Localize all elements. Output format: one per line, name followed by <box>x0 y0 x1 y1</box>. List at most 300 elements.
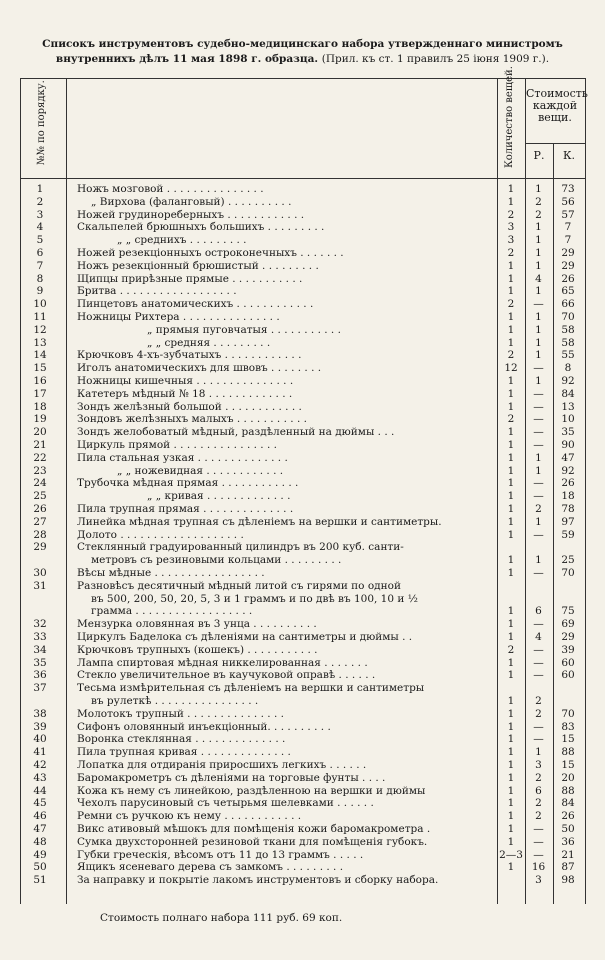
table-row <box>0 657 605 670</box>
item-name: Катетеръ мѣдный № 18 . . . . . . . . . . . . . <box>77 387 293 400</box>
table-row <box>0 733 605 746</box>
table-row <box>0 567 605 580</box>
item-quantity: 1 <box>507 477 515 490</box>
item-price-rub: 1 <box>535 221 542 234</box>
item-name: Иголъ анатомическихъ для швовъ . . . . . . . . <box>77 362 322 375</box>
item-price-rub: — <box>533 567 544 579</box>
item-price-rub: 1 <box>535 311 542 323</box>
item-price-kop: 26 <box>561 477 575 490</box>
item-quantity: 1 <box>507 861 515 874</box>
item-price-kop: 26 <box>561 272 575 285</box>
table-row <box>0 618 605 631</box>
item-price-kop: 29 <box>561 631 575 643</box>
item-price-kop: 18 <box>561 490 575 503</box>
item-price-kop: 29 <box>561 247 575 259</box>
item-quantity: 1 <box>507 810 515 823</box>
item-price-kop: 25 <box>561 554 575 567</box>
item-quantity: 1 <box>507 528 515 541</box>
item-price-rub: 4 <box>535 272 542 285</box>
row-number: 24 <box>33 477 47 490</box>
row-number: 34 <box>33 643 47 656</box>
table-row <box>0 823 605 836</box>
item-quantity: 1 <box>507 669 515 682</box>
item-price-rub: 2 <box>535 503 542 515</box>
header-rub: Р. <box>533 149 545 162</box>
table-row <box>0 311 605 324</box>
item-quantity: 1 <box>507 707 515 720</box>
item-name: „ „ ножевидная . . . . . . . . . . . . <box>117 464 284 477</box>
item-price-rub: — <box>533 387 544 400</box>
item-price-kop: 26 <box>561 810 575 823</box>
item-price-rub: 3 <box>535 759 542 771</box>
item-price-kop: 55 <box>561 349 575 362</box>
item-quantity: 12 <box>504 362 518 375</box>
item-price-rub: 1 <box>535 349 542 362</box>
item-name: Долото . . . . . . . . . . . . . . . . . . . <box>77 528 244 541</box>
item-name: Тесьма измѣрительная съ дѣленіемъ на вершки и сантиметры <box>77 682 425 695</box>
row-number: 39 <box>33 720 47 733</box>
item-price-rub: — <box>533 643 544 656</box>
item-price-kop: 39 <box>561 643 575 656</box>
item-price-rub: 1 <box>535 323 542 336</box>
item-price-rub: 2 <box>535 695 542 707</box>
item-price-rub: 1 <box>535 336 542 349</box>
item-quantity: 1 <box>507 503 515 515</box>
table-row <box>0 209 605 222</box>
item-price-kop: 88 <box>561 784 575 797</box>
item-price-kop: 47 <box>561 451 575 464</box>
item-name: Трубочка мѣдная прямая . . . . . . . . . . . . <box>77 477 299 490</box>
item-price-rub: — <box>533 823 544 835</box>
item-name: въ 500, 200, 50, 20, 5, 3 и 1 граммъ и по двѣ въ 100, 10 и ½ <box>91 592 418 605</box>
item-name: Зондъ желѣзный большой . . . . . . . . . . . . <box>77 400 302 413</box>
item-price-kop: 10 <box>561 413 575 426</box>
item-name: За направку и покрытіе лакомъ инструментовъ и сборку набора. <box>77 874 439 887</box>
row-number: 19 <box>33 413 47 426</box>
item-price-rub: — <box>533 733 544 746</box>
item-name: Щипцы прирѣзные прямые . . . . . . . . . . . <box>77 272 303 285</box>
table-row <box>0 375 605 388</box>
header-number: №№ по порядку. <box>36 80 47 165</box>
document-title-text: внутреннихъ дѣлъ 11 мая 1898 г. образца. <box>55 53 319 65</box>
item-price-kop: 58 <box>561 336 575 349</box>
table-row <box>0 682 605 695</box>
item-price-kop: 35 <box>561 426 575 439</box>
item-price-kop: 87 <box>561 861 575 874</box>
row-number: 20 <box>33 426 47 439</box>
row-number: 29 <box>33 541 47 554</box>
row-number: 49 <box>33 848 47 861</box>
item-quantity: 1 <box>507 733 515 746</box>
item-name: Скальпелей брюшныхъ большихъ . . . . . . . . . <box>77 221 325 234</box>
item-price-rub: — <box>533 477 544 490</box>
row-number: 16 <box>33 375 47 387</box>
item-name: Викс ативовый мѣшокъ для помѣщенія кожи баромакрометра . <box>77 823 431 835</box>
table-row <box>0 234 605 247</box>
table-row <box>0 759 605 772</box>
item-price-kop: 8 <box>564 362 572 375</box>
table-row <box>0 465 605 478</box>
item-price-kop: 70 <box>561 311 575 323</box>
item-quantity: 1 <box>507 336 515 349</box>
item-name: „ Вирхова (фаланговый) . . . . . . . . . . <box>91 195 292 208</box>
table-row <box>0 413 605 426</box>
table-row <box>0 285 605 298</box>
table-row <box>0 516 605 529</box>
item-name: метровъ съ резиновыми кольцами . . . . . . . . . <box>91 554 342 567</box>
row-number: 32 <box>33 618 47 631</box>
item-name: Зондовъ желѣзныхъ малыхъ . . . . . . . . . . . <box>77 413 307 426</box>
item-price-rub: — <box>533 362 544 375</box>
header-kop: К. <box>562 149 575 162</box>
item-quantity: 1 <box>507 554 515 567</box>
row-number: 31 <box>33 579 47 592</box>
item-quantity: 1 <box>507 567 515 579</box>
row-number: 38 <box>33 707 47 720</box>
table-row <box>0 644 605 657</box>
item-price-rub: 2 <box>535 771 542 784</box>
table-row <box>0 746 605 759</box>
header-cost: Стоимость каждой вещи. <box>526 87 588 124</box>
item-price-rub: 1 <box>535 554 542 567</box>
item-price-rub: — <box>533 528 544 541</box>
item-price-rub: 1 <box>535 183 542 195</box>
row-number: 50 <box>33 861 47 874</box>
item-name: Кожа къ нему съ линейкою, раздѣленною на вершки и дюймы <box>77 784 426 797</box>
item-quantity: 1 <box>507 272 515 285</box>
total-cost: Стоимость полнаго набора 111 руб. 69 коп. <box>100 912 343 924</box>
row-number: 33 <box>33 631 47 643</box>
item-name: Ножей резекціонныхъ остроконечныхъ . . . . . . . <box>77 247 344 259</box>
table-row <box>0 631 605 644</box>
row-number: 15 <box>33 362 47 375</box>
row-number: 2 <box>36 195 44 208</box>
item-name: Ножницы кишечныя . . . . . . . . . . . . . . . <box>77 375 294 387</box>
item-price-kop: 7 <box>564 221 572 234</box>
document-title-line-1: Списокъ инструментовъ судебно-медицинскаго набора утвержденнаго министромъ <box>42 38 563 50</box>
item-quantity: 2 <box>507 298 515 311</box>
table-row <box>0 810 605 823</box>
item-price-rub: 1 <box>535 464 542 477</box>
table-row <box>0 785 605 798</box>
table-row <box>0 849 605 862</box>
item-quantity: 1 <box>507 195 515 208</box>
table-row <box>0 503 605 516</box>
row-number: 17 <box>33 387 47 400</box>
item-quantity: 1 <box>507 515 515 528</box>
row-number: 21 <box>33 439 47 451</box>
item-price-rub: 1 <box>535 285 542 298</box>
item-price-rub: — <box>533 426 544 439</box>
item-name: Лампа спиртовая мѣдная никкелированная . . . . . . . <box>77 656 368 669</box>
table-row <box>0 273 605 286</box>
item-name: Крючковъ трупныхъ (кошекъ) . . . . . . . . . . . <box>77 643 318 656</box>
row-number: 27 <box>33 515 47 528</box>
item-price-kop: 13 <box>561 400 575 413</box>
item-name: Ножъ резекціонный брюшистый . . . . . . . . . <box>77 259 319 272</box>
item-quantity: 1 <box>507 259 515 272</box>
item-name: Ящикъ ясеневаго дерева съ замкомъ . . . . . . . . . <box>77 861 344 874</box>
item-name: Сифонъ оловянный инъекціонный. . . . . . . . . . <box>77 720 331 733</box>
table-row <box>0 490 605 503</box>
item-price-rub: 2 <box>535 707 542 720</box>
item-name: въ рулеткѣ . . . . . . . . . . . . . . . . <box>91 695 259 707</box>
row-number: 10 <box>33 298 47 311</box>
table-row <box>0 362 605 375</box>
header-bottom-rule <box>20 178 585 179</box>
table-row <box>0 183 605 196</box>
item-name: „ „ средняя . . . . . . . . . <box>147 336 271 349</box>
row-number: 5 <box>36 234 44 247</box>
item-name: грамма . . . . . . . . . . . . . . . . . . <box>91 605 253 618</box>
table-row <box>0 836 605 849</box>
item-quantity: 1 <box>507 439 515 451</box>
item-price-kop: 36 <box>561 835 575 848</box>
item-price-kop: 58 <box>561 323 575 336</box>
item-price-rub: 6 <box>535 605 542 618</box>
row-number: 26 <box>33 503 47 515</box>
item-price-kop: 56 <box>561 195 575 208</box>
item-price-rub: 1 <box>535 746 542 759</box>
item-quantity: 2—3 <box>499 848 523 861</box>
item-price-rub: — <box>533 413 544 426</box>
row-number: 7 <box>36 259 44 272</box>
item-name: Пила трупная кривая . . . . . . . . . . . . . . <box>77 746 291 759</box>
item-quantity: 3 <box>507 234 515 247</box>
item-price-kop: 15 <box>561 733 575 746</box>
item-quantity: 2 <box>507 247 515 259</box>
item-name: Стеклянный градуированный цилиндръ въ 200 куб. санти- <box>77 541 404 554</box>
item-name: „ прямыя пуговчатыя . . . . . . . . . . . <box>147 323 341 336</box>
item-price-rub: 1 <box>535 234 542 247</box>
table-row <box>0 426 605 439</box>
item-name: Губки греческія, вѣсомъ отъ 11 до 13 граммъ . . . . . <box>77 848 364 861</box>
row-number: 43 <box>33 771 47 784</box>
item-quantity: 2 <box>507 349 515 362</box>
table-row <box>0 260 605 273</box>
table-row <box>0 861 605 874</box>
item-price-rub: 6 <box>535 784 542 797</box>
item-name: Ножницы Рихтера . . . . . . . . . . . . . . . <box>77 311 280 323</box>
item-quantity: 1 <box>507 618 515 631</box>
item-price-kop: 97 <box>561 515 575 528</box>
item-price-kop: 98 <box>561 874 575 887</box>
table-row <box>0 529 605 542</box>
item-name: Бритва . . . . . . . . . . . . . . . . . . <box>77 285 237 298</box>
item-quantity: 1 <box>507 183 515 195</box>
item-price-rub: — <box>533 490 544 503</box>
item-name: Мензурка оловянная въ 3 унца . . . . . . . . . . <box>77 618 317 631</box>
table-row <box>0 247 605 260</box>
item-name: Сумка двухсторонней резиновой ткани для помѣщенія губокъ. <box>77 835 428 848</box>
item-price-rub: 1 <box>535 375 542 387</box>
row-number: 36 <box>33 669 47 682</box>
table-row <box>0 797 605 810</box>
item-price-kop: 66 <box>561 298 575 311</box>
table-row <box>0 772 605 785</box>
item-price-kop: 78 <box>561 503 575 515</box>
row-number: 30 <box>33 567 47 579</box>
item-price-rub: — <box>533 669 544 682</box>
item-price-kop: 50 <box>561 823 575 835</box>
row-number: 35 <box>33 656 47 669</box>
table-row <box>0 554 605 567</box>
item-price-rub: 4 <box>535 631 542 643</box>
item-name: Чехолъ парусиновый съ четырьмя шелевками . . . . . . <box>77 797 374 810</box>
item-name: Воронка стеклянная . . . . . . . . . . . . . . <box>77 733 286 746</box>
item-quantity: 1 <box>507 656 515 669</box>
item-name: Зондъ желобоватый мѣдный, раздѣленный на дюймы . . . <box>77 426 395 439</box>
row-number: 14 <box>33 349 47 362</box>
item-quantity: 1 <box>507 490 515 503</box>
item-name: Стекло увеличительное въ каучуковой оправѣ . . . . . . <box>77 669 376 682</box>
item-quantity: 1 <box>507 451 515 464</box>
item-quantity: 1 <box>507 823 515 835</box>
item-quantity: 1 <box>507 375 515 387</box>
item-name: Ножъ мозговой . . . . . . . . . . . . . . . <box>77 183 264 195</box>
table-row <box>0 708 605 721</box>
item-price-kop: 90 <box>561 439 575 451</box>
document-title-reference: (Прил. къ ст. 1 правилъ 25 іюня 1909 г.). <box>321 53 550 65</box>
item-price-rub: 2 <box>535 208 542 221</box>
item-quantity: 1 <box>507 784 515 797</box>
item-name: „ „ кривая . . . . . . . . . . . . . <box>147 490 291 503</box>
item-name: Пила стальная узкая . . . . . . . . . . . . . . <box>77 451 288 464</box>
row-number: 45 <box>33 797 47 810</box>
item-price-kop: 75 <box>561 605 575 618</box>
item-quantity: 1 <box>507 311 515 323</box>
item-quantity: 1 <box>507 400 515 413</box>
item-price-kop: 92 <box>561 464 575 477</box>
item-quantity: 1 <box>507 746 515 759</box>
item-price-kop: 69 <box>561 618 575 631</box>
item-price-rub: — <box>533 439 544 451</box>
item-price-rub: — <box>533 835 544 848</box>
item-name: Пинцетовъ анатомическихъ . . . . . . . . . . . . <box>77 298 314 311</box>
item-price-kop: 84 <box>561 797 575 810</box>
row-number: 23 <box>33 464 47 477</box>
row-number: 12 <box>33 323 47 336</box>
item-price-rub: — <box>533 848 544 861</box>
item-name: Ножей грудинореберныхъ . . . . . . . . . . . . <box>77 208 305 221</box>
item-price-rub: — <box>533 618 544 631</box>
item-quantity: 1 <box>507 720 515 733</box>
item-price-kop: 59 <box>561 528 575 541</box>
item-quantity: 1 <box>507 605 515 618</box>
item-price-kop: 73 <box>561 183 575 195</box>
cost-subheader-rule <box>525 143 585 144</box>
row-number: 6 <box>36 247 44 259</box>
item-price-rub: 1 <box>535 247 542 259</box>
item-price-kop: 7 <box>564 234 572 247</box>
item-name: Линейка мѣдная трупная съ дѣленіемъ на вершки и сантиметры. <box>77 515 442 528</box>
row-number: 44 <box>33 784 47 797</box>
item-price-kop: 21 <box>561 848 575 861</box>
row-number: 37 <box>33 682 47 695</box>
item-price-kop: 29 <box>561 259 575 272</box>
table-row <box>0 349 605 362</box>
item-price-kop: 92 <box>561 375 575 387</box>
item-quantity: 1 <box>507 835 515 848</box>
row-number: 13 <box>33 336 47 349</box>
row-number: 28 <box>33 528 47 541</box>
table-row <box>0 401 605 414</box>
item-price-rub: 2 <box>535 810 542 823</box>
item-price-kop: 70 <box>561 567 575 579</box>
item-quantity: 1 <box>507 464 515 477</box>
row-number: 18 <box>33 400 47 413</box>
item-quantity: 1 <box>507 771 515 784</box>
item-quantity: 1 <box>507 797 515 810</box>
item-name: Крючковъ 4-хъ-зубчатыхъ . . . . . . . . . . . . <box>77 349 302 362</box>
header-quantity: Количество вещей. <box>504 66 515 168</box>
row-number: 9 <box>36 285 44 298</box>
item-quantity: 1 <box>507 285 515 298</box>
table-top-rule <box>20 78 585 79</box>
item-price-kop: 88 <box>561 746 575 759</box>
item-price-kop: 60 <box>561 669 575 682</box>
item-quantity: 1 <box>507 631 515 643</box>
item-name: Молотокъ трупный . . . . . . . . . . . . . . . <box>77 707 284 720</box>
table-row <box>0 337 605 350</box>
item-name: Циркулъ Баделока съ дѣленіями на сантиметры и дюймы . . <box>77 631 413 643</box>
item-quantity: 1 <box>507 387 515 400</box>
row-number: 1 <box>36 183 44 195</box>
item-price-rub: 2 <box>535 797 542 810</box>
row-number: 51 <box>33 874 47 887</box>
document-title-line-2 <box>0 53 605 65</box>
item-price-kop: 84 <box>561 387 575 400</box>
table-row <box>0 580 605 593</box>
item-price-kop: 15 <box>561 759 575 771</box>
item-name: Разновѣсъ десятичный мѣдный литой съ гирями по одной <box>77 579 401 592</box>
row-number: 47 <box>33 823 47 835</box>
table-row <box>0 593 605 606</box>
table-row <box>0 298 605 311</box>
item-price-rub: — <box>533 656 544 669</box>
row-number: 22 <box>33 451 47 464</box>
table-row <box>0 439 605 452</box>
item-price-kop: 70 <box>561 707 575 720</box>
row-number: 8 <box>36 272 44 285</box>
table-row <box>0 452 605 465</box>
item-quantity: 2 <box>507 208 515 221</box>
item-quantity: 2 <box>507 643 515 656</box>
row-number: 46 <box>33 810 47 823</box>
item-name: Баромакрометръ съ дѣленіями на торговые фунты . . . . <box>77 771 386 784</box>
table-row <box>0 605 605 618</box>
item-quantity: 3 <box>507 221 515 234</box>
item-quantity: 2 <box>507 413 515 426</box>
item-price-kop: 20 <box>561 771 575 784</box>
item-quantity: 1 <box>507 695 515 707</box>
item-price-rub: 1 <box>535 515 542 528</box>
table-row <box>0 669 605 682</box>
item-name: Ремни съ ручкою къ нему . . . . . . . . . . . . <box>77 810 302 823</box>
item-price-rub: — <box>533 298 544 311</box>
row-number: 42 <box>33 759 47 771</box>
item-price-rub: — <box>533 400 544 413</box>
item-name: Лопатка для отдиранія приросшихъ легкихъ . . . . . . <box>77 759 367 771</box>
table-row <box>0 324 605 337</box>
item-price-rub: 2 <box>535 195 542 208</box>
item-price-rub: — <box>533 720 544 733</box>
row-number: 11 <box>33 311 47 323</box>
table-row <box>0 388 605 401</box>
item-price-kop: 57 <box>561 208 575 221</box>
row-number: 4 <box>36 221 44 234</box>
item-price-rub: 16 <box>531 861 546 874</box>
